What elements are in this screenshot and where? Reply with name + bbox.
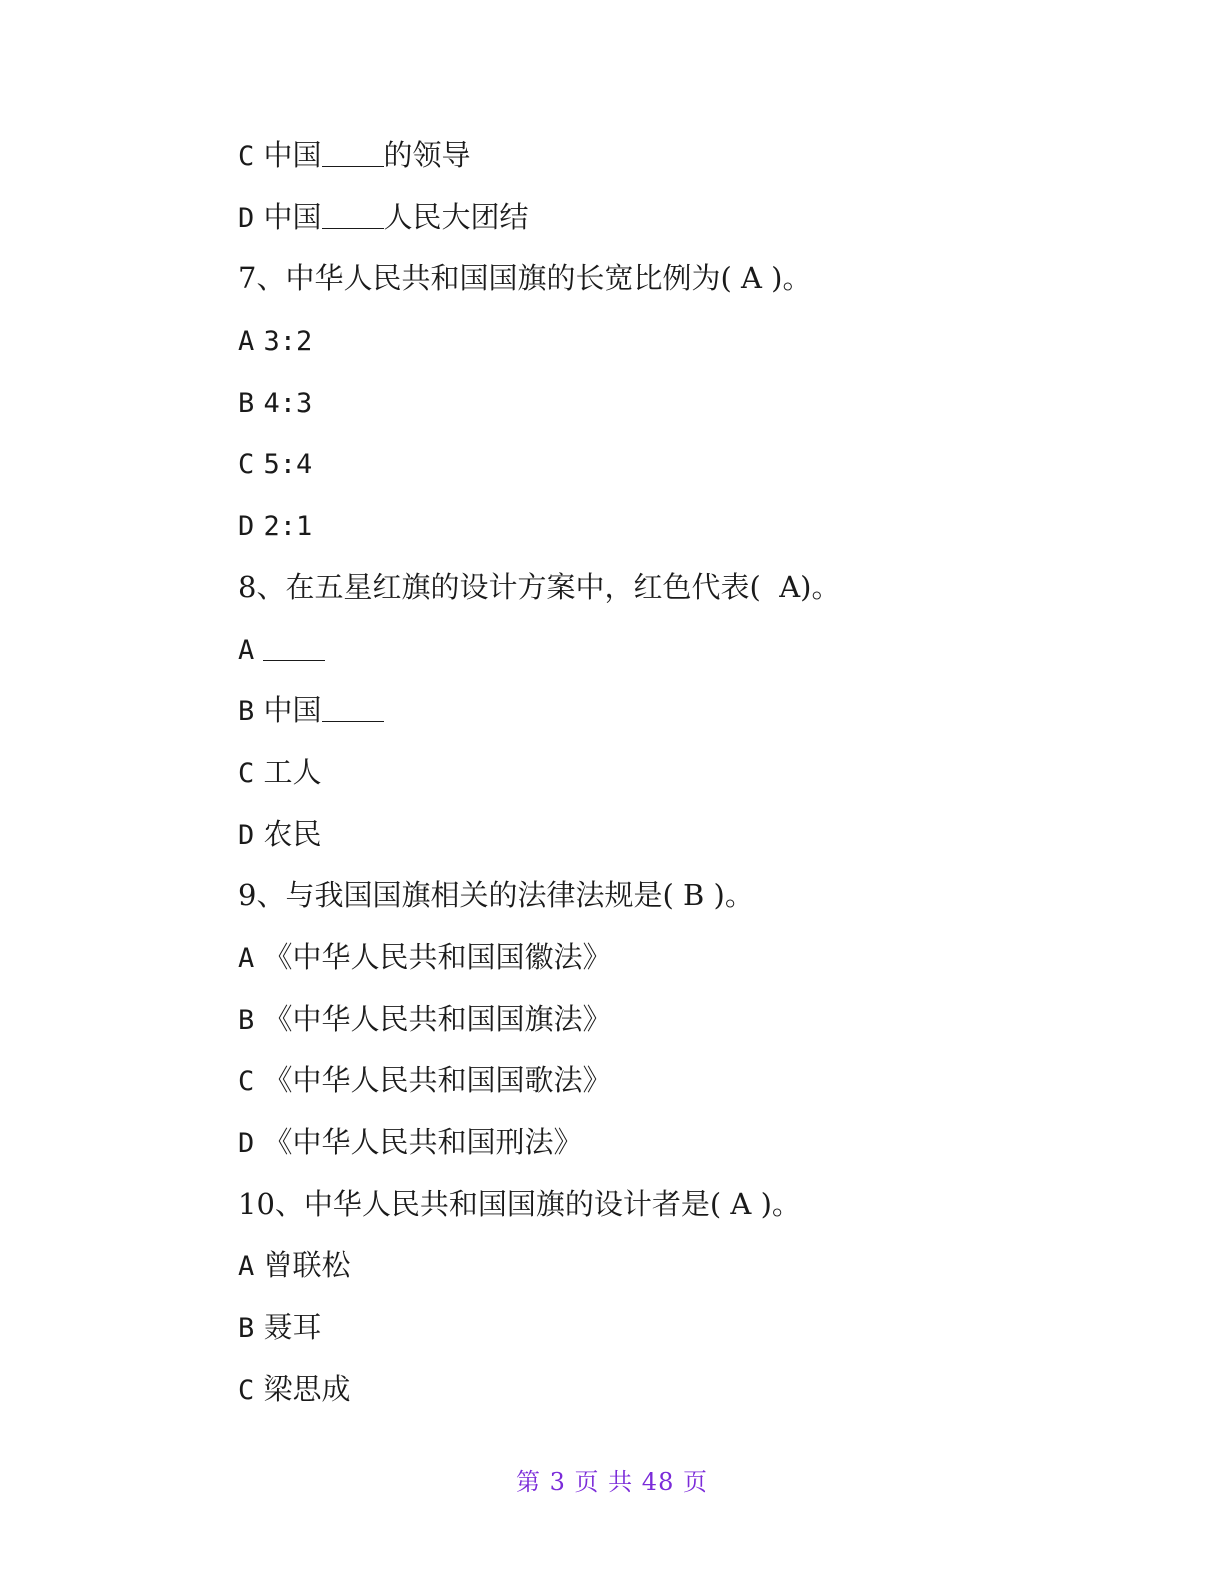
option-text: 工人	[263, 754, 322, 789]
option-text: 《中华人民共和国国旗法》	[263, 1001, 612, 1036]
option-letter: D	[238, 819, 255, 851]
option-text-after: 的领导	[383, 138, 471, 172]
question-list	[238, 126, 1138, 1421]
question-text: 10、中华人民共和国国旗的设计者是( A )。	[238, 1186, 801, 1221]
option-text-after: 人民大团结	[383, 199, 529, 234]
option-text: 中国	[263, 693, 322, 728]
option-letter: C	[238, 1066, 255, 1098]
option-letter: B	[238, 1004, 255, 1036]
option-line	[238, 496, 1138, 558]
fill-blank	[322, 693, 384, 722]
option-text: 2:1	[263, 511, 313, 543]
option-text: 5:4	[263, 449, 313, 481]
option-text: 《中华人民共和国国徽法》	[263, 939, 612, 974]
option-letter: D	[238, 511, 255, 543]
option-letter: D	[238, 202, 255, 234]
option-text: 3:2	[263, 326, 313, 358]
option-line	[238, 1113, 1138, 1175]
option-letter: C	[238, 757, 255, 789]
option-line	[238, 743, 1138, 805]
option-line	[238, 620, 1138, 682]
option-text: 《中华人民共和国刑法》	[263, 1125, 583, 1159]
option-text: 中国	[263, 199, 322, 234]
question-line	[238, 866, 1138, 928]
option-text: 中国	[263, 138, 322, 172]
option-line	[238, 434, 1138, 496]
page-number-footer: 第 3 页 共 48 页	[516, 1468, 708, 1496]
option-letter: D	[238, 1128, 255, 1159]
option-text: 梁思成	[263, 1371, 351, 1406]
option-line	[238, 188, 1138, 250]
fill-blank	[322, 138, 384, 167]
question-text: 9、与我国国旗相关的法律法规是( B )。	[238, 878, 754, 913]
option-line	[238, 1298, 1138, 1360]
question-text: 8、在五星红旗的设计方案中，红色代表( A)。	[238, 569, 841, 604]
option-line	[238, 681, 1138, 743]
option-letter: A	[238, 326, 255, 358]
option-line	[238, 1360, 1138, 1422]
option-line	[238, 311, 1138, 373]
option-letter: B	[238, 387, 255, 419]
option-line	[238, 1236, 1138, 1298]
question-line	[238, 1175, 1138, 1237]
fill-blank	[263, 632, 325, 661]
option-text: 《中华人民共和国国歌法》	[263, 1063, 612, 1098]
question-line	[238, 558, 1138, 620]
option-text: 曾联松	[263, 1248, 351, 1283]
option-line	[238, 990, 1138, 1052]
option-line	[238, 805, 1138, 867]
option-letter: C	[238, 141, 255, 172]
option-letter: B	[238, 1313, 255, 1345]
question-line	[238, 249, 1138, 311]
option-line	[238, 928, 1138, 990]
option-letter: A	[238, 1251, 255, 1283]
fill-blank	[322, 200, 384, 229]
option-letter: A	[238, 634, 255, 666]
option-line	[238, 126, 1138, 188]
question-text: 7、中华人民共和国国旗的长宽比例为( A )。	[238, 261, 812, 296]
option-letter: C	[238, 1374, 255, 1406]
option-line	[238, 1051, 1138, 1113]
option-letter: C	[238, 449, 255, 481]
option-text: 4:3	[263, 387, 313, 419]
option-letter: A	[238, 942, 255, 974]
option-text: 农民	[263, 816, 322, 851]
option-line	[238, 373, 1138, 435]
option-letter: B	[238, 696, 255, 728]
option-text: 聂耳	[263, 1310, 322, 1345]
